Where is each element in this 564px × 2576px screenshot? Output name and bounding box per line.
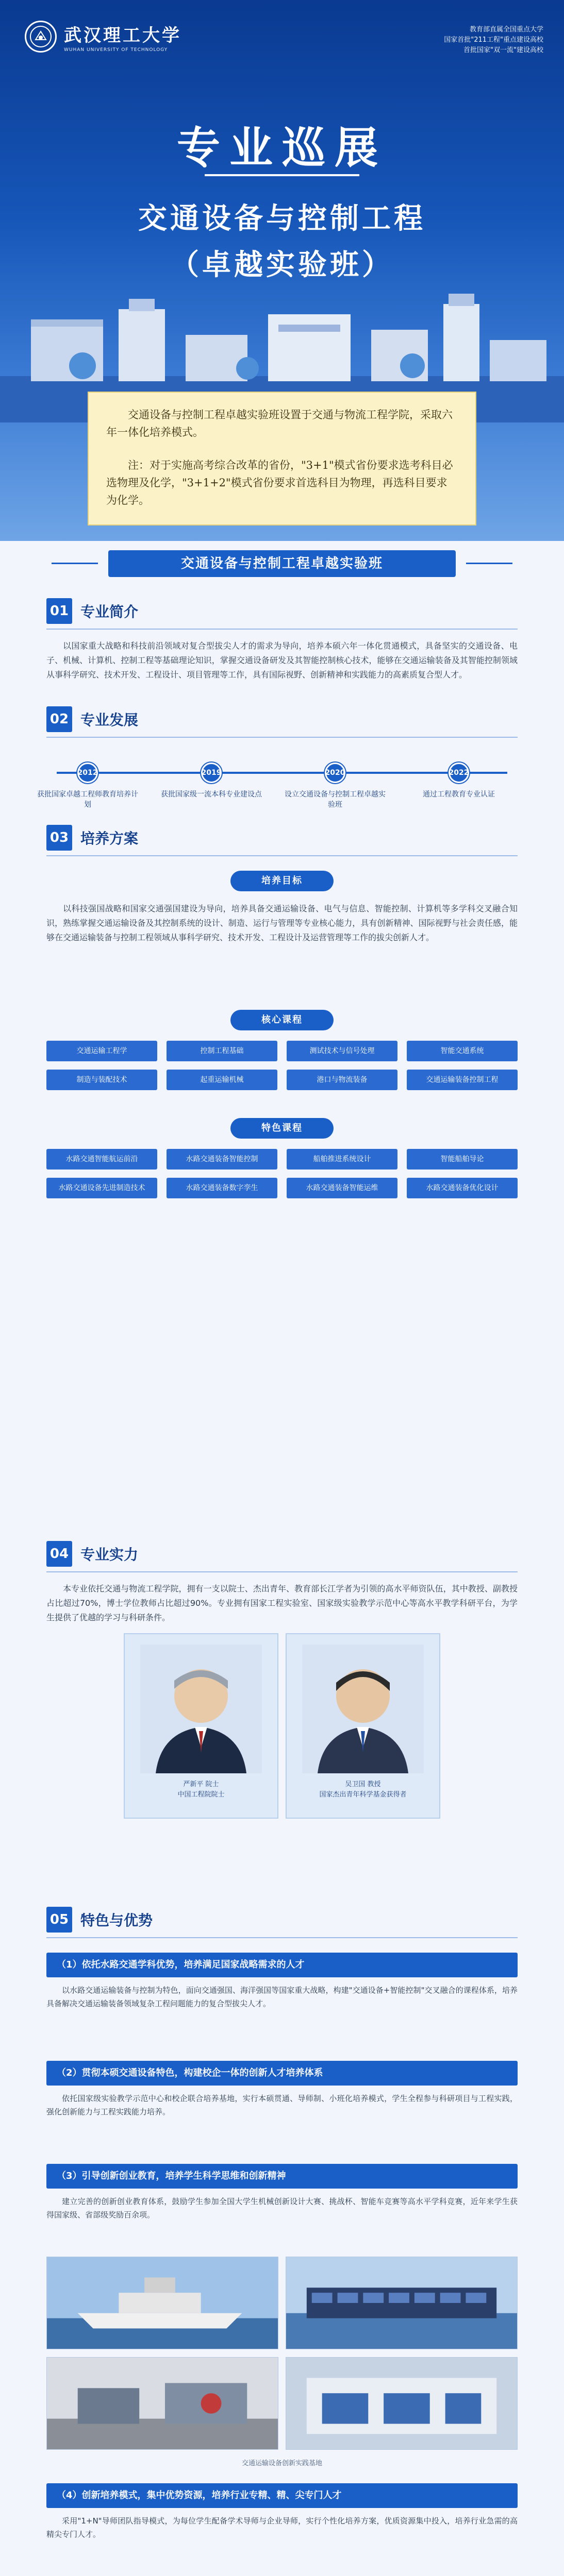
solar-ship-photo bbox=[286, 2257, 518, 2349]
course-item: 起重运输机械 bbox=[167, 1070, 277, 1090]
section-divider bbox=[46, 855, 518, 856]
section-05-header bbox=[46, 1906, 153, 1933]
ship-photo bbox=[46, 2257, 278, 2349]
section-03-header bbox=[46, 824, 138, 851]
feature-text: 采用"1+N"导师团队指导模式，为每位学生配备学术导师与企业导师，实行个性化培养方案，优质资源集中投入，培养行业急需的高精尖专门人才。 bbox=[46, 2516, 518, 2539]
intro-text: 交通设备与控制工程卓越实验班设置于交通与物流工程学院，采取六年一体化培养模式。 bbox=[106, 409, 453, 438]
section-02-header bbox=[46, 706, 138, 733]
course-item: 测试技术与信号处理 bbox=[287, 1041, 397, 1061]
course-item: 智能船舶导论 bbox=[407, 1149, 518, 1170]
faculty-role: 中国工程院院士 bbox=[177, 1791, 225, 1799]
course-item: 水路交通装备数字孪生 bbox=[167, 1178, 277, 1198]
course-item: 制造与装配技术 bbox=[46, 1070, 157, 1090]
course-item: 船舶推进系统设计 bbox=[287, 1149, 397, 1170]
course-item: 水路交通智能航运前沿 bbox=[46, 1149, 157, 1170]
goal-text: 以科技强国战略和国家交通强国建设为导向，培养具备交通运输设备、电气与信息、智能控制、计算机等多学科交叉融合知识，熟练掌握交通运输设备及其控制系统的设计、制造、运行与管理等专业核心能力，具有创新精神、国际视野与社会责任感，能够在交通运输装备与控制工程领域从事科学研究、技术开发、工程设计及运营管理等工作的拔尖创新人才。 bbox=[46, 904, 518, 942]
course-item: 交通运输装备控制工程 bbox=[407, 1070, 518, 1090]
logo-name-en: WUHAN UNIVERSITY OF TECHNOLOGY bbox=[64, 47, 168, 53]
section-number: 04 bbox=[46, 1541, 72, 1567]
faculty-name: 严新平 院士 bbox=[183, 1781, 219, 1788]
course-item: 水路交通设备先进制造技术 bbox=[46, 1178, 157, 1198]
course-item: 控制工程基础 bbox=[167, 1041, 277, 1061]
faculty-card bbox=[124, 1633, 278, 1819]
equipment-photo bbox=[286, 2357, 518, 2450]
timeline-node: 2012 bbox=[77, 762, 98, 783]
intro-note: 注：对于实施高考综合改革的省份，"3+1"模式省份要求选考科目必选物理及化学，"3+1+2"模式省份要求首选科目为物理，再选科目要求为化学。 bbox=[106, 459, 453, 506]
faculty-card bbox=[286, 1633, 440, 1819]
photo-caption: 交通运输设备创新实践基地 bbox=[241, 2460, 322, 2467]
section-01-text: 以国家重大战略和科技前沿领域对复合型拔尖人才的需求为导向，培养本硕六年一体化贯通模式，具备坚实的交通设备、电子、机械、计算机、控制工程等基础理论知识，掌握交通设备研发及其智能控制核心技术，能够在交通运输装备及其智能控制领域从事科学研究、技术开发、工程设计、项目管理等工作，具有国际视野、创新精神和实践能力的高素质复合型人才。 bbox=[46, 641, 518, 680]
timeline-label: 设立交通设备与控制工程卓越实验班 bbox=[285, 790, 386, 809]
lab-photo bbox=[46, 2357, 278, 2450]
feature-text: 以水路交通运输装备与控制为特色，面向交通强国、海洋强国等国家重大战略，构建"交通设备+智能控制"交叉融合的课程体系，培养具备解决交通运输装备领域复杂工程问题能力的复合型拔尖人才。 bbox=[46, 1986, 518, 2008]
timeline-track bbox=[57, 772, 507, 774]
feature-text: 建立完善的创新创业教育体系，鼓励学生参加全国大学生机械创新设计大赛、挑战杯、智能车竞赛等高水平学科竞赛，近年来学生获得国家级、省部级奖励百余项。 bbox=[46, 2197, 518, 2219]
badge-line: 首批国家"双一流"建设高校 bbox=[463, 46, 543, 54]
course-item: 交通运输工程学 bbox=[46, 1041, 157, 1061]
section-01-header bbox=[46, 598, 138, 624]
hero-banner bbox=[0, 0, 564, 541]
course-item: 水路交通装备智能控制 bbox=[167, 1149, 277, 1170]
timeline-label: 获批国家级一流本科专业建设点 bbox=[161, 790, 262, 799]
development-timeline bbox=[37, 742, 518, 809]
feature-text: 依托国家级实验教学示范中心和校企联合培养基地，实行本硕贯通、导师制、小班化培养模式，学生全程参与科研项目与工程实践，强化创新能力与工程实践能力培养。 bbox=[46, 2094, 518, 2116]
page-title: 专业巡展 bbox=[176, 122, 387, 173]
feature-course-tag: 特色课程 bbox=[230, 1118, 334, 1139]
timeline-node: 2019 bbox=[201, 762, 222, 783]
course-item: 水路交通装备智能运维 bbox=[287, 1178, 397, 1198]
section-number: 03 bbox=[46, 825, 72, 851]
section-title: 培养方案 bbox=[80, 830, 139, 847]
course-item: 水路交通装备优化设计 bbox=[407, 1178, 518, 1198]
section-number: 02 bbox=[46, 706, 72, 732]
feature-heading: （1）依托水路交通学科优势，培养满足国家战略需求的人才 bbox=[46, 1953, 518, 1977]
faculty-caption bbox=[125, 1780, 277, 1800]
program-banner: 交通设备与控制工程卓越实验班 bbox=[108, 550, 456, 577]
section-divider bbox=[46, 1571, 518, 1572]
intro-card bbox=[88, 392, 476, 526]
university-logo[interactable] bbox=[25, 21, 181, 53]
timeline-label: 通过工程教育专业认证 bbox=[423, 790, 495, 799]
badge-line: 国家首批"211工程"重点建设高校 bbox=[444, 36, 543, 44]
logo-name-cn: 武汉理工大学 bbox=[64, 25, 181, 46]
faculty-caption bbox=[287, 1780, 439, 1800]
major-subtitle: （卓越实验班） bbox=[170, 248, 394, 282]
section-number: 05 bbox=[46, 1907, 72, 1933]
timeline-node: 2022 bbox=[449, 762, 469, 783]
faculty-role: 国家杰出青年科学基金获得者 bbox=[319, 1791, 407, 1799]
section-04-text: 本专业依托交通与物流工程学院，拥有一支以院士、杰出青年、教育部长江学者为引领的高水平师资队伍，其中教授、副教授占比超过70%，博士学位教师占比超过90%。专业拥有国家工程实验室、国家级实验教学示范中心等高水平教学科研平台，为学生提供了优越的学习与科研条件。 bbox=[46, 1584, 518, 1622]
core-course-tag: 核心课程 bbox=[230, 1010, 334, 1030]
faculty-photo bbox=[140, 1645, 262, 1773]
badge-line: 教育部直属全国重点大学 bbox=[469, 26, 543, 33]
course-item: 智能交通系统 bbox=[407, 1041, 518, 1061]
university-badges bbox=[444, 25, 543, 56]
goal-tag: 培养目标 bbox=[230, 871, 334, 891]
section-title: 专业简介 bbox=[80, 603, 139, 620]
feature-heading: （3）引导创新创业教育，培养学生科学思维和创新精神 bbox=[46, 2164, 518, 2189]
seal-icon bbox=[25, 21, 57, 53]
section-04-header bbox=[46, 1540, 138, 1567]
core-course-grid bbox=[46, 1041, 518, 1090]
section-divider bbox=[46, 1937, 518, 1938]
section-title: 专业发展 bbox=[80, 711, 139, 728]
section-divider bbox=[46, 629, 518, 630]
title-divider bbox=[205, 174, 359, 176]
course-item: 港口与物流装备 bbox=[287, 1070, 397, 1090]
feature-heading: （4）创新培养模式，集中优势资源，培养行业专精、精、尖专门人才 bbox=[46, 2483, 518, 2508]
faculty-photo bbox=[302, 1645, 424, 1773]
feature-heading: （2）贯彻本硕交通设备特色，构建校企一体的创新人才培养体系 bbox=[46, 2061, 518, 2086]
timeline-node: 2020 bbox=[325, 762, 345, 783]
faculty-name: 吴卫国 教授 bbox=[345, 1781, 381, 1788]
section-number: 01 bbox=[46, 598, 72, 624]
section-title: 特色与优势 bbox=[80, 1912, 153, 1929]
section-title: 专业实力 bbox=[80, 1546, 139, 1563]
section-divider bbox=[46, 737, 518, 738]
feature-course-grid bbox=[46, 1149, 518, 1198]
major-title: 交通设备与控制工程 bbox=[138, 201, 426, 235]
timeline-label: 获批国家卓越工程师教育培养计划 bbox=[37, 790, 138, 809]
